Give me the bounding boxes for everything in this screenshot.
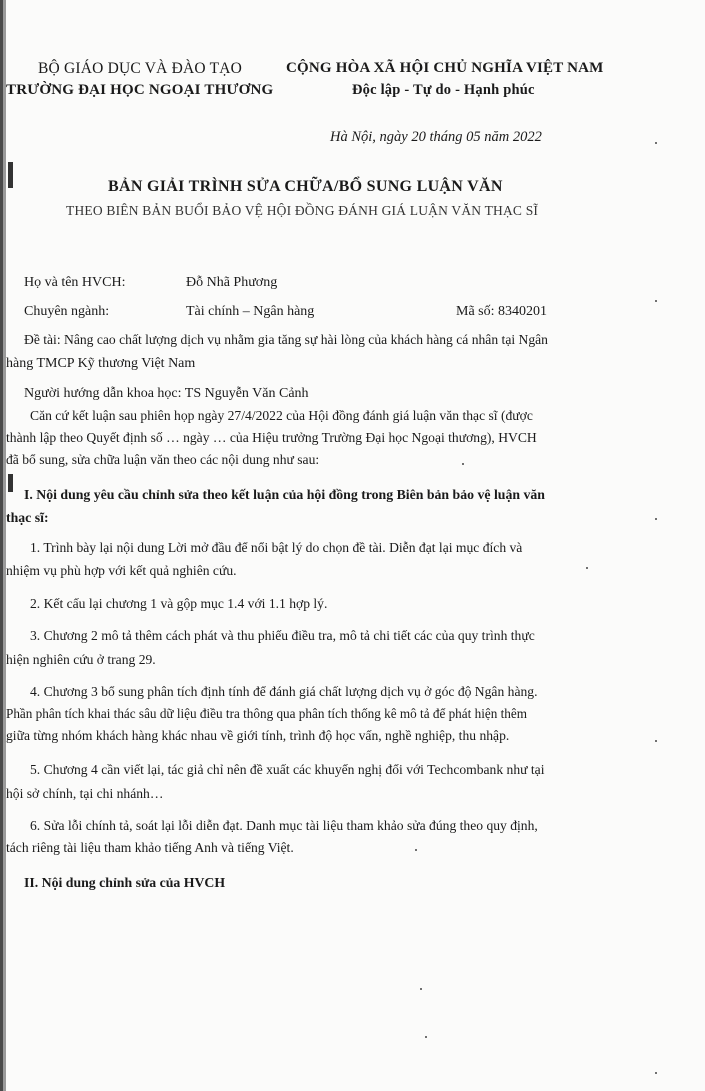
name-value: Đỗ Nhã Phương (186, 275, 278, 290)
scan-speck (655, 1072, 657, 1074)
section1-item-4: giữa từng nhóm khách hàng khác nhau về giới tính, trình độ học vấn, nghề nghiệp, thu nhập. (6, 728, 510, 743)
section1-item-6: 6. Sửa lỗi chính tả, soát lại lỗi diễn đạt. Danh mục tài liệu tham khảo sửa đúng theo quy định, (30, 818, 538, 833)
university-name: TRƯỜNG ĐẠI HỌC NGOẠI THƯƠNG (6, 82, 274, 98)
name-label: Họ và tên HVCH: (24, 275, 126, 290)
section1-heading: I. Nội dung yêu cầu chỉnh sửa theo kết luận của hội đồng trong Biên bản bảo vệ luận văn (24, 487, 545, 502)
scan-speck (586, 567, 588, 569)
scan-speck (655, 142, 657, 144)
scan-mark (8, 474, 13, 492)
section1-item-1: nhiệm vụ phù hợp với kết quả nghiên cứu. (6, 563, 237, 578)
motto: Độc lập - Tự do - Hạnh phúc (352, 82, 535, 98)
section1-item-1: 1. Trình bày lại nội dung Lời mở đầu để nổi bật lý do chọn đề tài. Diễn đạt lại mục đích và (30, 540, 523, 555)
topic-line: Đề tài: Nâng cao chất lượng dịch vụ nhằm gia tăng sự hài lòng của khách hàng cá nhân tại Ngân (24, 332, 548, 347)
basis-line: Căn cứ kết luận sau phiên họp ngày 27/4/2022 của Hội đồng đánh giá luận văn thạc sĩ (được (30, 408, 533, 423)
section1-item-2: 2. Kết cấu lại chương 1 và gộp mục 1.4 với 1.1 hợp lý. (30, 596, 328, 611)
topic-line: hàng TMCP Kỹ thương Việt Nam (6, 356, 196, 371)
code-label: Mã số: 8340201 (456, 304, 547, 319)
scan-speck (415, 849, 417, 851)
scan-speck (655, 300, 657, 302)
scan-speck (655, 740, 657, 742)
ministry-name: BỘ GIÁO DỤC VÀ ĐÀO TẠO (38, 60, 243, 77)
basis-line: thành lập theo Quyết định số … ngày … của Hiệu trưởng Trường Đại học Ngoại thương), HVCH (6, 430, 537, 445)
section1-item-4: 4. Chương 3 bổ sung phân tích định tính để đánh giá chất lượng dịch vụ ở góc độ Ngân hàng. (30, 684, 538, 699)
section1-item-5: 5. Chương 4 cần viết lại, tác giả chỉ nên đề xuất các khuyến nghị đối với Techcombank như tại (30, 762, 545, 777)
document-title: BẢN GIẢI TRÌNH SỬA CHỮA/BỔ SUNG LUẬN VĂN (108, 178, 503, 195)
section2-heading: II. Nội dung chỉnh sửa của HVCH (24, 875, 226, 890)
scan-speck (420, 988, 422, 990)
republic-name: CỘNG HÒA XÃ HỘI CHỦ NGHĨA VIỆT NAM (286, 60, 604, 76)
section1-item-4: Phần phân tích khai thác sâu dữ liệu điều tra thông qua phân tích thống kê mô tả để phát hiện thêm (6, 706, 527, 721)
document-subtitle: THEO BIÊN BẢN BUỔI BẢO VỆ HỘI ĐỒNG ĐÁNH GIÁ LUẬN VĂN THẠC SĨ (66, 203, 539, 218)
major-label: Chuyên ngành: (24, 304, 110, 319)
section1-item-5: hội sở chính, tại chi nhánh… (6, 786, 164, 801)
scan-mark (8, 162, 13, 188)
scan-edge-shadow (3, 0, 6, 1091)
section1-item-6: tách riêng tài liệu tham khảo tiếng Anh và tiếng Việt. (6, 840, 294, 855)
scan-speck (655, 518, 657, 520)
section1-item-3: 3. Chương 2 mô tả thêm cách phát và thu phiếu điều tra, mô tả chi tiết các của quy trình thực (30, 628, 535, 643)
date-line: Hà Nội, ngày 20 tháng 05 năm 2022 (330, 129, 542, 145)
major-value: Tài chính – Ngân hàng (186, 304, 315, 319)
basis-line: đã bổ sung, sửa chữa luận văn theo các nội dung như sau: (6, 452, 320, 467)
scan-speck (462, 463, 464, 465)
advisor: Người hướng dẫn khoa học: TS Nguyễn Văn Cảnh (24, 386, 309, 401)
scan-speck (425, 1036, 427, 1038)
section1-heading: thạc sĩ: (6, 510, 49, 525)
section1-item-3: hiện nghiên cứu ở trang 29. (6, 652, 156, 667)
